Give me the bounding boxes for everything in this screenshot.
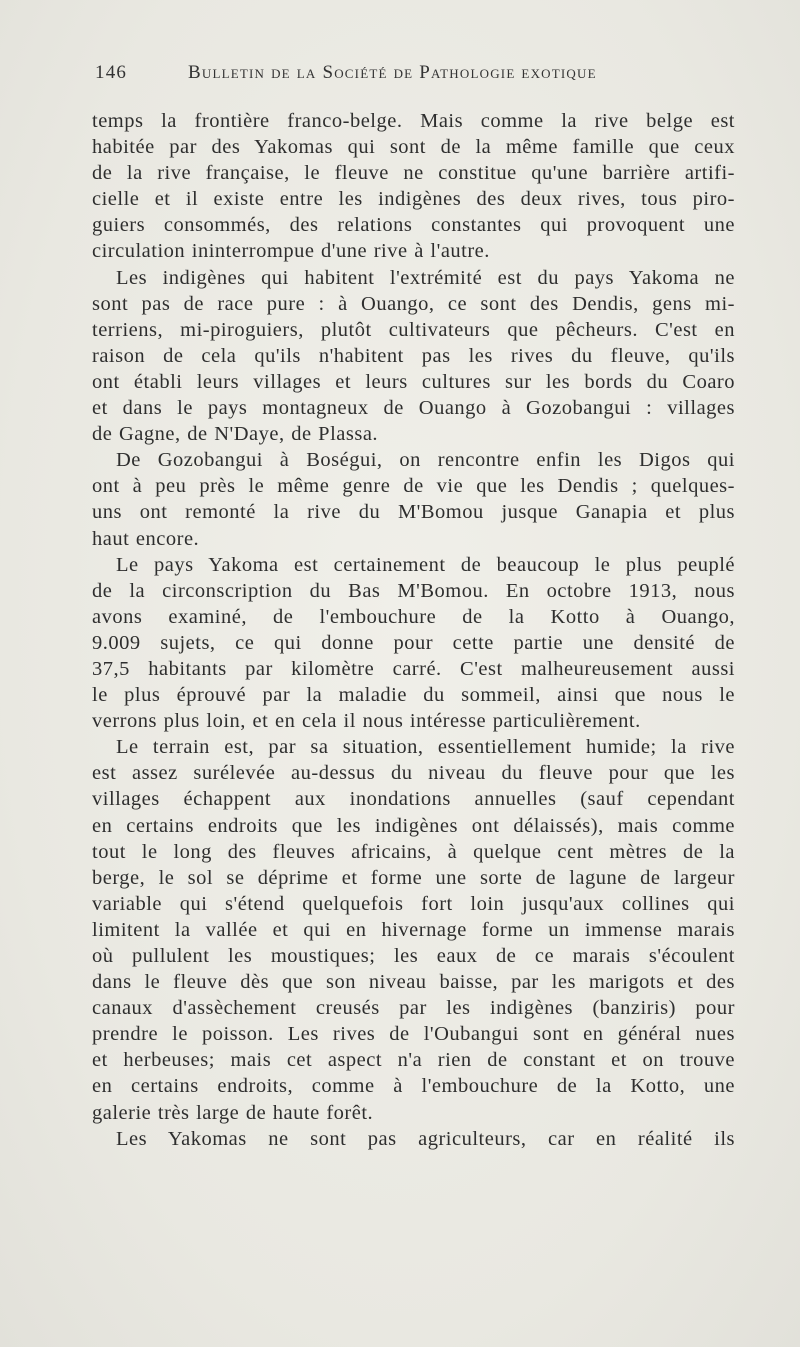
text-line: villages échappent aux inondations annuelles (sauf cependant [92,788,735,811]
text-line: de la circonscription du Bas M'Bomou. En octobre 1913, nous [92,579,735,602]
text-line: berge, le sol se déprime et forme une sorte de lagune de largeur [92,866,735,889]
paragraph-first-line: Les indigènes qui habitent l'extrémité est du pays Yakoma ne [116,266,735,289]
page-number: 146 [95,62,128,83]
text-line: et herbeuses; mais cet aspect n'a rien de constant et on trouve [92,1049,735,1072]
text-line: uns ont remonté la rive du M'Bomou jusque Ganapia et plus [92,501,735,524]
text-line: habitée par des Yakomas qui sont de la même famille que ceux [92,136,735,159]
paragraph-first-line: Le pays Yakoma est certainement de beaucoup le plus peuplé [116,553,735,576]
text-line: terriens, mi-piroguiers, plutôt cultivateurs que pêcheurs. C'est en [92,318,735,341]
text-line: variable qui s'étend quelquefois fort loin jusqu'aux collines qui [92,892,735,915]
text-line: cielle et il existe entre les indigènes des deux rives, tous piro- [92,188,735,211]
text-line: le plus éprouvé par la maladie du sommeil, ainsi que nous le [92,684,735,707]
text-line: 37,5 habitants par kilomètre carré. C'est malheureusement aussi [92,657,735,680]
text-line: est assez surélevée au-dessus du niveau du fleuve pour que les [92,762,735,785]
text-line: guiers consommés, des relations constantes qui provoquent une [92,214,735,237]
text-line: circulation ininterrompue d'une rive à l'autre. [92,240,490,263]
text-line: temps la frontière franco-belge. Mais comme la rive belge est [92,110,735,132]
text-line: ont établi leurs villages et leurs cultures sur les bords du Coaro [92,370,735,393]
text-line: haut encore. [92,527,200,550]
body-text [92,108,735,1152]
text-line: prendre le poisson. Les rives de l'Oubangui sont en général nues [92,1023,735,1046]
paragraph-first-line: Le terrain est, par sa situation, essentiellement humide; la rive [116,736,735,759]
running-header [95,62,745,92]
paragraph-first-line: De Gozobangui à Boségui, on rencontre enfin les Digos qui [116,449,735,472]
text-line: sont pas de race pure : à Ouango, ce sont des Dendis, gens mi- [92,292,735,315]
text-line: verrons plus loin, et en cela il nous intéresse particulièrement. [92,710,641,733]
text-line: ont à peu près le même genre de vie que les Dendis ; quelques- [92,475,735,498]
text-line: galerie très large de haute forêt. [92,1101,374,1124]
text-line: 9.009 sujets, ce qui donne pour cette partie une densité de [92,631,735,654]
text-line: où pullulent les moustiques; les eaux de ce marais s'écoulent [92,945,735,967]
text-line: canaux d'assèchement creusés par les indigènes (banziris) pour [92,997,735,1020]
text-line: raison de cela qu'ils n'habitent pas les rives du fleuve, qu'ils [92,344,735,367]
text-line: et dans le pays montagneux de Ouango à Gozobangui : villages [92,397,735,420]
text-line: tout le long des fleuves africains, à quelque cent mètres de la [92,840,735,863]
text-line: en certains endroits, comme à l'embouchure de la Kotto, une [92,1075,735,1098]
text-line: de la rive française, le fleuve ne constitue qu'une barrière artifi- [92,162,735,185]
paragraph-first-line: Les Yakomas ne sont pas agriculteurs, car en réalité ils [116,1127,735,1150]
text-line: avons examiné, de l'embouchure de la Kotto à Ouango, [92,605,735,628]
text-line: limitent la vallée et qui en hivernage forme un immense marais [92,918,735,941]
text-line: en certains endroits que les indigènes ont délaissés), mais comme [92,814,735,837]
text-line: de Gagne, de N'Daye, de Plassa. [92,423,379,446]
journal-title: Bulletin de la Société de Pathologie exotique [188,62,597,83]
text-line: dans le fleuve dès que son niveau baisse, par les marigots et des [92,971,735,994]
